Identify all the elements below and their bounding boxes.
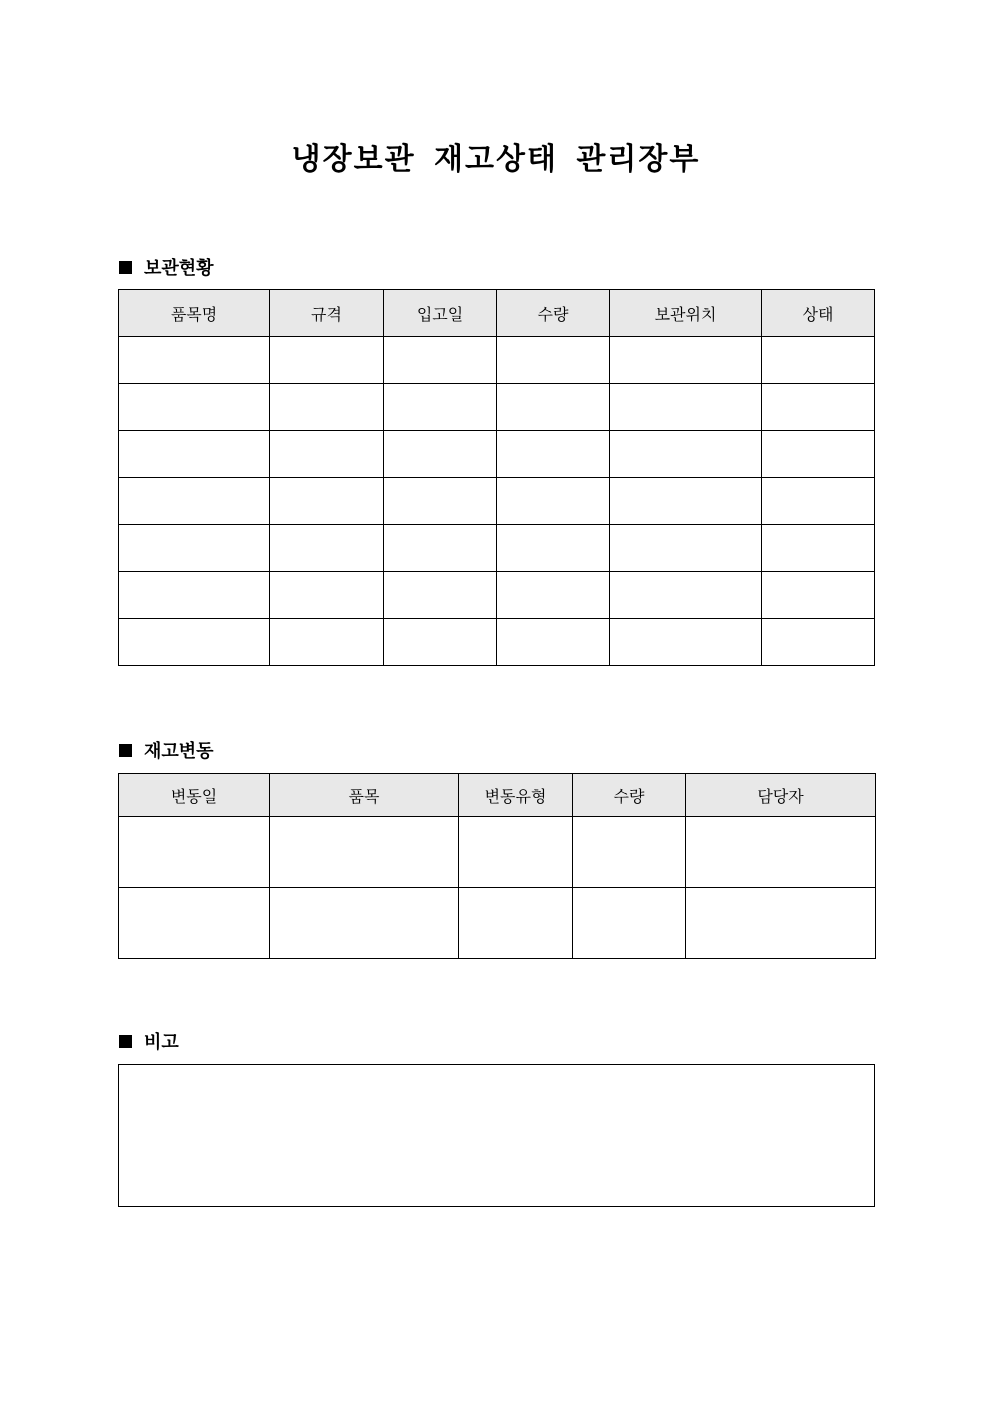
table-row [119,572,875,619]
table-cell[interactable] [384,572,497,619]
square-bullet-icon [119,1035,132,1048]
inventory-changes-table [118,773,876,959]
table-cell[interactable] [497,525,610,572]
table-cell[interactable] [610,431,762,478]
table-cell[interactable] [762,337,875,384]
table-cell[interactable] [119,431,270,478]
table-cell[interactable] [119,337,270,384]
table-header-row [119,774,876,817]
table-cell[interactable] [497,619,610,666]
table-cell[interactable] [497,572,610,619]
table-cell[interactable] [384,478,497,525]
table-cell[interactable] [762,431,875,478]
table-row [119,817,876,888]
table-cell[interactable] [497,478,610,525]
table-cell[interactable] [497,431,610,478]
remarks-heading [119,1028,179,1054]
square-bullet-icon [119,261,132,274]
table-cell[interactable] [762,619,875,666]
table-cell[interactable] [610,337,762,384]
table-cell[interactable] [270,572,384,619]
column-header-person-in-charge: 담당자 [686,774,876,817]
column-header-quantity: 수량 [573,774,686,817]
table-header-row [119,290,875,337]
table-row [119,337,875,384]
table-row [119,888,876,959]
inventory-changes-heading [119,737,214,763]
table-cell[interactable] [270,619,384,666]
table-row [119,431,875,478]
table-cell[interactable] [384,431,497,478]
table-cell[interactable] [459,888,573,959]
table-cell[interactable] [384,384,497,431]
table-cell[interactable] [686,888,876,959]
storage-status-heading [119,254,214,280]
table-cell[interactable] [119,817,270,888]
table-cell[interactable] [573,817,686,888]
document-title: 냉장보관 재고상태 관리장부 [291,142,701,177]
table-cell[interactable] [270,384,384,431]
table-cell[interactable] [610,619,762,666]
table-cell[interactable] [459,817,573,888]
column-header-item: 품목 [270,774,459,817]
table-cell[interactable] [762,572,875,619]
table-cell[interactable] [270,817,459,888]
table-cell[interactable] [119,384,270,431]
table-row [119,478,875,525]
table-row [119,525,875,572]
square-bullet-icon [119,744,132,757]
column-header-storage-location: 보관위치 [610,290,762,337]
table-row [119,384,875,431]
column-header-change-type: 변동유형 [459,774,573,817]
table-row [119,619,875,666]
table-cell[interactable] [610,525,762,572]
table-cell[interactable] [270,431,384,478]
table-cell[interactable] [270,337,384,384]
table-cell[interactable] [270,888,459,959]
column-header-status: 상태 [762,290,875,337]
table-cell[interactable] [270,478,384,525]
table-cell[interactable] [384,619,497,666]
table-cell[interactable] [573,888,686,959]
column-header-spec: 규격 [270,290,384,337]
column-header-change-date: 변동일 [119,774,270,817]
table-cell[interactable] [119,572,270,619]
storage-status-table [118,289,875,666]
remarks-box[interactable] [118,1064,875,1207]
inventory-changes-heading-label: 재고변동 [144,741,214,762]
remarks-heading-label: 비고 [144,1032,179,1053]
table-cell[interactable] [384,337,497,384]
table-cell[interactable] [610,478,762,525]
column-header-quantity: 수량 [497,290,610,337]
table-cell[interactable] [762,478,875,525]
table-cell[interactable] [119,525,270,572]
storage-status-heading-label: 보관현황 [144,258,214,279]
table-cell[interactable] [497,337,610,384]
table-cell[interactable] [119,888,270,959]
table-cell[interactable] [610,572,762,619]
table-cell[interactable] [384,525,497,572]
table-cell[interactable] [762,525,875,572]
column-header-receipt-date: 입고일 [384,290,497,337]
table-cell[interactable] [270,525,384,572]
table-cell[interactable] [119,478,270,525]
table-cell[interactable] [762,384,875,431]
table-cell[interactable] [119,619,270,666]
column-header-item-name: 품목명 [119,290,270,337]
table-cell[interactable] [686,817,876,888]
table-cell[interactable] [610,384,762,431]
table-cell[interactable] [497,384,610,431]
